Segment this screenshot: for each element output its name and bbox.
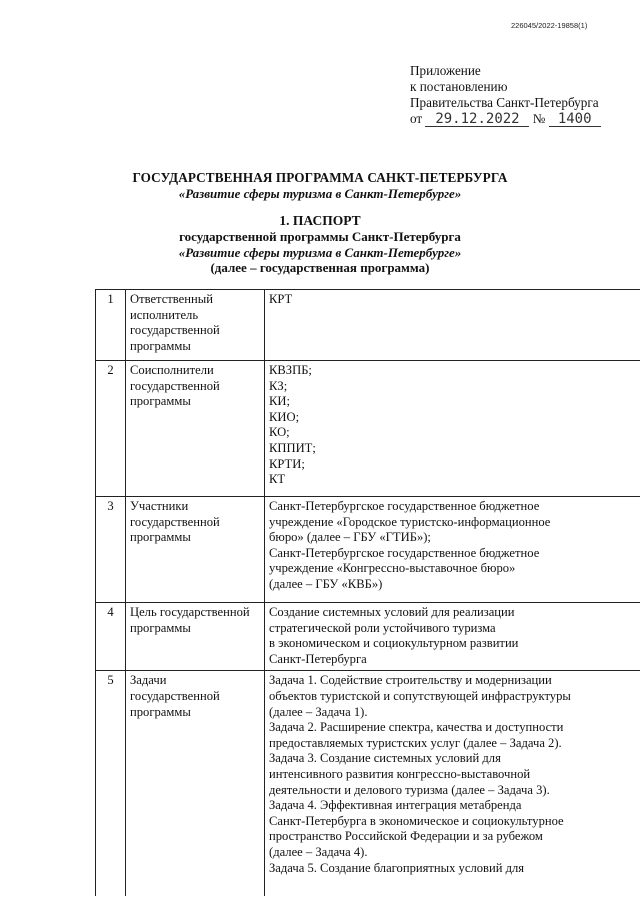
row-value [265,290,640,361]
value-line: КРТИ; [269,456,305,471]
value-line: КИО; [269,409,300,424]
value-line: Задача 4. Эффективная интеграция метабренда [269,798,522,813]
value-line: Задача 5. Создание благоприятных условий для [269,860,525,875]
value-line: (далее – ГБУ «КВБ») [269,576,383,591]
label-line: Задачи [130,673,167,688]
label-line: Участники [130,499,189,513]
row-label [126,361,265,497]
row-number: 3 [96,497,126,603]
row-number: 1 [96,290,126,361]
appendix-block [410,63,601,127]
appendix-line-3: Правительства Санкт-Петербурга [410,95,599,110]
row-number: 2 [96,361,126,497]
appendix-line-1: Приложение [410,63,481,78]
label-line: государственной [130,323,220,338]
value-line: КТ [269,472,286,487]
value-line: предоставляемых туристских услуг (далее – Задача 2). [269,735,562,750]
value-line: Задача 2. Расширение спектра, качества и доступности [269,720,564,735]
value-line: учреждение «Конгрессно-выставочное бюро» [269,561,516,576]
appendix-date-row [410,111,601,127]
row-number: 4 [96,603,126,671]
value-line: пространство Российской Федерации и за рубежом [269,829,543,844]
row-label [126,290,265,361]
label-line: государственной [130,514,220,529]
row-value [265,671,640,897]
label-line: Ответственный [130,292,213,306]
label-line: исполнитель [130,307,199,322]
label-line: программы [130,530,191,545]
row-value [265,603,640,671]
label-line: Соисполнители [130,363,214,377]
value-line: в экономическом и социокультурном развитии [269,636,519,651]
label-line: программы [130,338,191,353]
number-label: № [532,111,546,126]
program-title: ГОСУДАРСТВЕННАЯ ПРОГРАММА САНКТ-ПЕТЕРБУРГА [132,170,508,185]
row-number: 5 [96,671,126,897]
value-line: учреждение «Городское туристско-информационное [269,514,551,529]
passport-table [95,289,640,896]
label-line: государственной [130,688,220,703]
section-line-3: «Развитие сферы туризма в Санкт-Петербурге» [178,245,462,260]
table-row [96,603,640,671]
value-line: КППИТ; [269,440,316,455]
label-line: программы [130,394,191,409]
value-line: бюро» (далее – ГБУ «ГТИБ»); [269,530,431,545]
table-row [96,497,640,603]
value-line: деятельности и делового туризма (далее – Задача 3). [269,782,550,797]
from-label: от [410,111,423,126]
value-line: Санкт-Петербургское государственное бюджетное [269,545,540,560]
value-line: (далее – Задача 1). [269,704,368,719]
value-line: Санкт-Петербурга [269,651,367,666]
row-label [126,603,265,671]
value-line: стратегической роли устойчивого туризма [269,620,496,635]
resolution-number: 1400 [549,112,601,127]
value-line: (далее – Задача 4). [269,844,368,859]
row-value [265,497,640,603]
value-line: Задача 1. Содействие строительству и модернизации [269,673,552,688]
table-row [96,290,640,361]
table-row [96,361,640,497]
value-line: Санкт-Петербургское государственное бюджетное [269,499,540,513]
document-id: 226045/2022-19858(1) [511,21,588,30]
value-line: Задача 3. Создание системных условий для [269,751,501,766]
section-title: 1. ПАСПОРТ [279,213,361,228]
label-line: Цель государственной [130,605,250,619]
section-line-2: государственной программы Санкт-Петербурга [179,229,461,244]
value-line: интенсивного развития конгрессно-выставочной [269,766,531,781]
row-label [126,497,265,603]
table-row [96,671,640,897]
program-subtitle: «Развитие сферы туризма в Санкт-Петербурге» [178,186,462,201]
value-line: КВЗПБ; [269,363,312,377]
appendix-line-2: к постановлению [410,79,508,94]
resolution-date: 29.12.2022 [425,112,529,127]
row-value [265,361,640,497]
label-line: программы [130,704,191,719]
row-label [126,671,265,897]
value-line: Санкт-Петербурга в экономическое и социокультурное [269,813,564,828]
value-line: КЗ; [269,378,288,393]
value-line: объектов туристской и сопутствующей инфраструктуры [269,688,571,703]
value-line: Создание системных условий для реализации [269,605,515,619]
section-line-4: (далее – государственная программа) [210,260,430,275]
value-line: КИ; [269,394,290,409]
label-line: программы [130,620,191,635]
label-line: государственной [130,378,220,393]
value-line: КРТ [269,292,293,306]
value-line: КО; [269,425,290,440]
